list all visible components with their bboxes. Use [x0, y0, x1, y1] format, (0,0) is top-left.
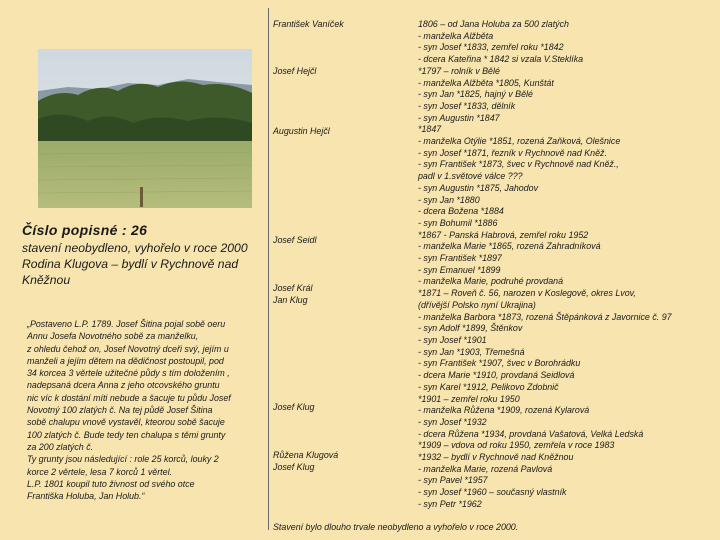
- owner-name: Růžena Klugová: [273, 450, 339, 460]
- detail-line: - manželka Růžena *1909, rozená Kylarová: [418, 405, 590, 416]
- footer-note: Stavení bylo dlouho trvale neobydleno a vyhořelo v roce 2000.: [273, 522, 519, 532]
- owner-name: Josef Klug: [273, 402, 315, 412]
- historical-quote: [27, 318, 265, 502]
- detail-line: - dcera Marie *1910, provdaná Seidlová: [418, 370, 575, 381]
- detail-line: - syn František *1897: [418, 253, 502, 264]
- detail-line: - syn František *1907, švec v Borohrádku: [418, 358, 581, 369]
- detail-line: - syn Jan *1903, Třemešná: [418, 346, 525, 357]
- detail-line: padl v 1.světové válce ???: [418, 171, 523, 182]
- quote-line: sobě chalupu vnově vystavěl, kteorou sobě šacuje: [27, 417, 225, 428]
- quote-line: Ty grunty jsou následující : role 25 korců, louky 2: [27, 454, 219, 465]
- owner-name: Josef Klug: [273, 462, 315, 472]
- detail-line: - syn Augustin *1875, Jahodov: [418, 182, 539, 193]
- detail-line: - manželka Marie, podruhé provdaná: [418, 276, 564, 287]
- quote-line: nadepsaná dcera Anna z jeho otcovského gruntu: [27, 380, 220, 391]
- quote-line: Františka Holuba, Jan Holub.“: [27, 491, 145, 502]
- detail-line: - syn Josef *1932: [418, 416, 487, 427]
- detail-line: - syn Josef *1871, řezník v Rychnově nad Kněž.: [418, 147, 607, 158]
- quote-line: manželi a jejím dětem na dědičnost postoupil, pod: [27, 355, 224, 366]
- quote-line: L.P. 1801 koupil tuto živnost od svého otce: [27, 478, 195, 489]
- family-residence: Rodina Klugova – bydlí v Rychnově nad: [22, 257, 239, 271]
- detail-line: - syn Adolf *1899, Štěnkov: [418, 323, 523, 334]
- detail-line: - dcera Božena *1884: [418, 206, 504, 217]
- owner-name: Josef Hejčl: [273, 66, 317, 76]
- detail-line: - syn Karel *1912, Pelikovo Zdobnič: [418, 381, 559, 392]
- quote-line: z ohledu čehož on, Josef Novotný dceři svý, jejím u: [27, 343, 229, 354]
- detail-line: - syn Emanuel *1899: [418, 264, 501, 275]
- owner-name: Augustin Hejčl: [273, 126, 330, 136]
- detail-line: *1847: [418, 124, 442, 135]
- landscape-photo: [38, 49, 252, 208]
- quote-line: korce 2 věrtele, lesa 7 korců 1 věrtel.: [27, 466, 173, 477]
- detail-line: - manželka Otýlie *1851, rozená Zaňková, Olešnice: [418, 136, 621, 147]
- detail-line: - manželka Barbora *1873, rozená Štěpánková z Javornice č. 97: [418, 311, 672, 322]
- detail-line: - syn Josef *1901: [418, 334, 487, 345]
- detail-line: *1932 – bydlí v Rychnově nad Kněžnou: [418, 452, 574, 463]
- detail-line: *1871 – Roveň č. 56, narozen v Koslegově, okres Lvov,: [418, 288, 636, 299]
- ownership-details: [418, 19, 672, 511]
- quote-line: 34 korcea 3 věrtele užitečné půdy s tím doložením ,: [27, 368, 230, 379]
- detail-line: - dcera Kateřina * 1842 si vzala V.Steklíka: [418, 54, 584, 65]
- house-status: stavení neobydleno, vyhořelo v roce 2000: [22, 241, 248, 255]
- detail-line: - manželka Marie, rozená Pavlová: [418, 463, 553, 474]
- detail-line: - syn Josef *1960 – současný vlastník: [418, 487, 567, 498]
- detail-line: *1797 – rolník v Bělé: [418, 65, 500, 76]
- detail-line: - syn Josef *1833, zemřel roku *1842: [418, 42, 564, 53]
- detail-line: *1909 – vdova od roku 1950, zemřela v roce 1983: [418, 440, 615, 451]
- detail-line: - syn Pavel *1957: [418, 475, 488, 486]
- owner-name: Josef Král: [273, 283, 313, 293]
- house-number-title: Číslo popisné : 26: [22, 222, 148, 238]
- detail-line: - dcera Růžena *1934, provdaná Vašatová, Velká Ledská: [418, 428, 644, 439]
- detail-line: - manželka Marie *1865, rozená Zahradníková: [418, 241, 601, 252]
- detail-line: - syn Petr *1962: [418, 498, 482, 509]
- detail-line: *1901 – zemřel roku 1950: [418, 393, 520, 404]
- detail-line: *1867 - Panská Habrová, zemřel roku 1952: [418, 229, 589, 240]
- detail-line: - syn František *1873, švec v Rychnově nad Kněž.,: [418, 159, 619, 170]
- owner-name: František Vaníček: [273, 19, 344, 29]
- quote-line: „Postaveno L.P. 1789. Josef Šitina pojal sobě oeru: [27, 319, 226, 329]
- detail-line: - manželka Alžběta *1805, Kunštát: [418, 77, 554, 88]
- detail-line: - syn Jan *1825, hajný v Bělé: [418, 89, 533, 100]
- detail-line: - syn Augustin *1847: [418, 112, 500, 123]
- quote-line: nic víc k dostání míti nebude a šacuje tu půdu Josef: [27, 392, 231, 403]
- owner-name: Josef Seidl: [273, 235, 317, 245]
- detail-line: - manželka Alžběta: [418, 30, 494, 41]
- detail-line: - syn Bohumil *1886: [418, 217, 498, 228]
- column-divider: [268, 8, 269, 530]
- quote-line: za 200 zlatých č.: [27, 441, 94, 452]
- quote-line: 100 zlatých č. Bude tedy ten chalupa s těmi grunty: [27, 429, 226, 440]
- quote-line: Annu Josefa Novotného sobě za manželku,: [27, 331, 199, 342]
- detail-line: - syn Jan *1880: [418, 194, 480, 205]
- family-residence-cont: Kněžnou: [22, 273, 71, 287]
- owner-name: Jan Klug: [273, 295, 308, 305]
- detail-line: - syn Josef *1833, dělník: [418, 100, 516, 111]
- detail-line: 1806 – od Jana Holuba za 500 zlatých: [418, 19, 569, 29]
- detail-line: (dřívější Polsko nyní Ukrajina): [418, 299, 536, 310]
- quote-line: Novotný 100 zlatých č. Na tej půdě Josef Šitina: [27, 405, 213, 416]
